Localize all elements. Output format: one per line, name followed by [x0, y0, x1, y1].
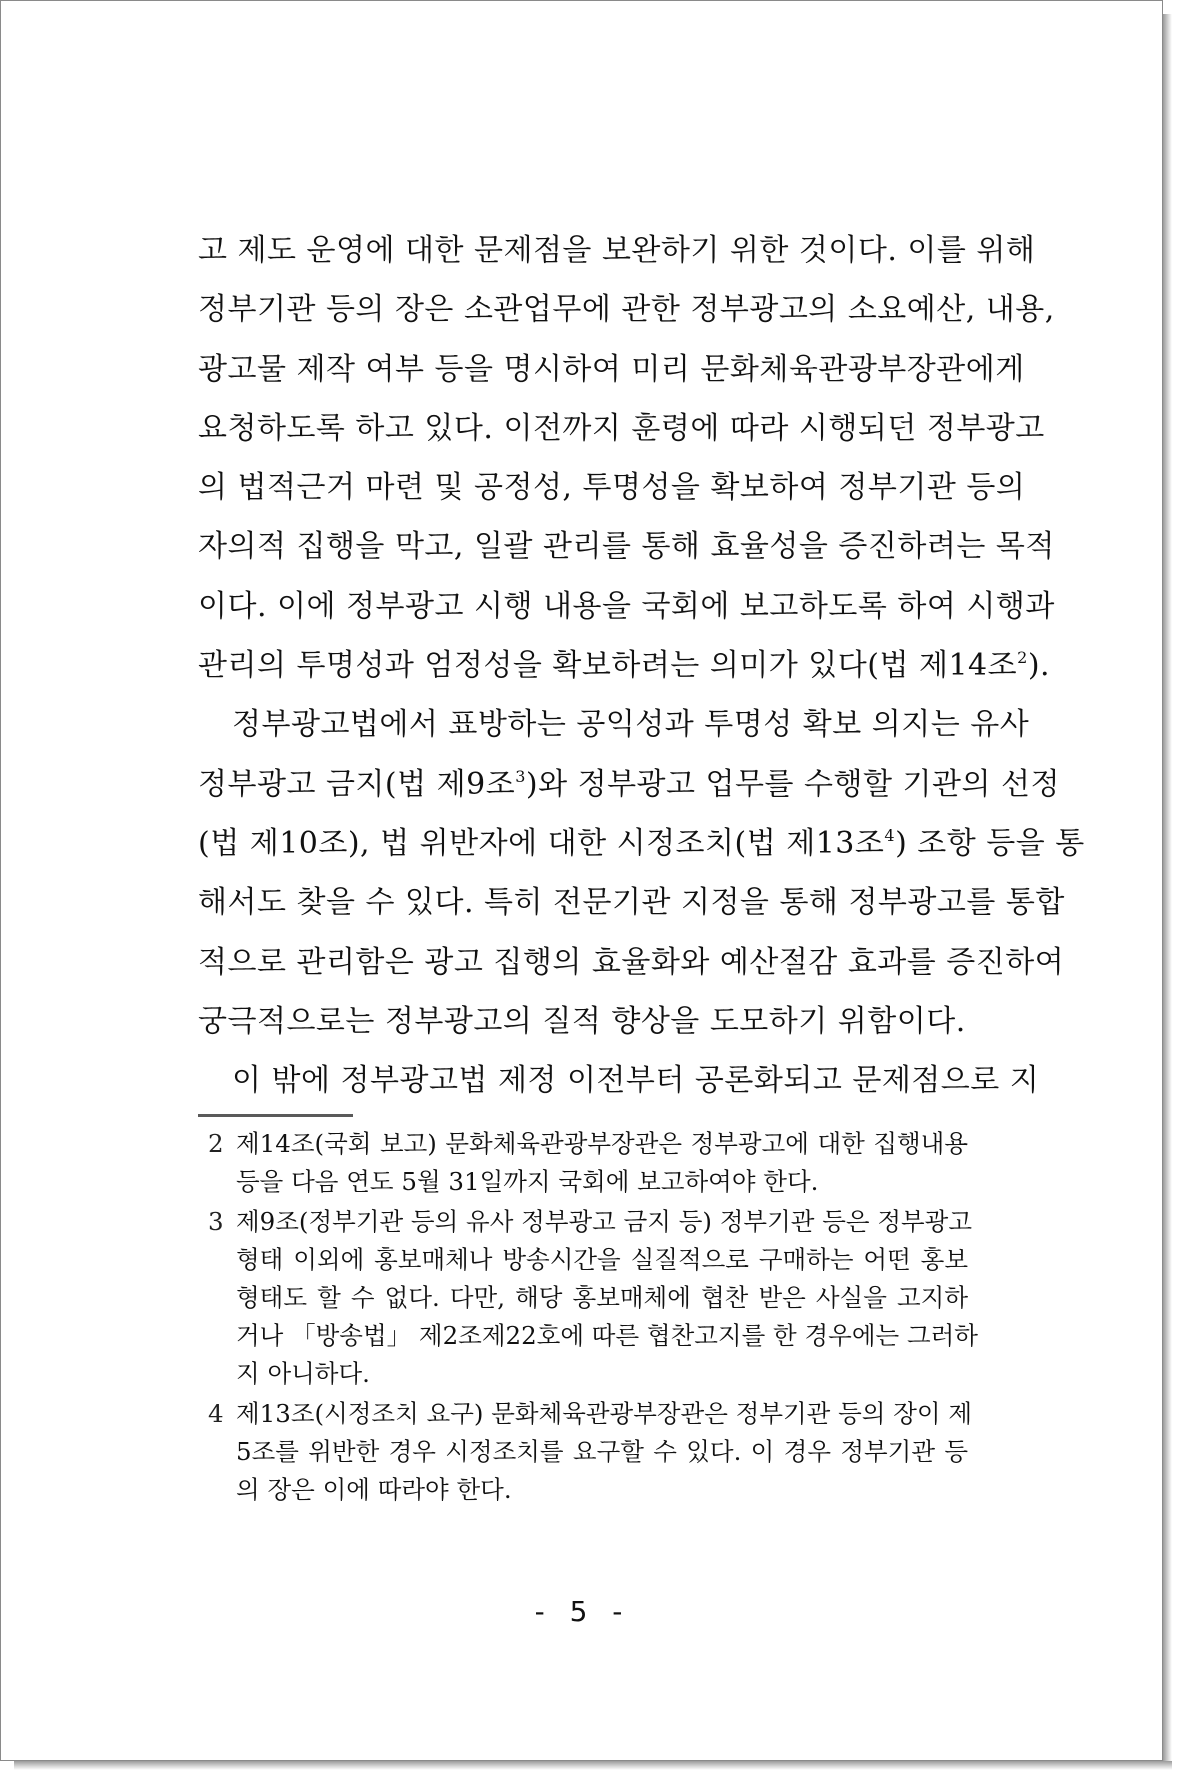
footnote-ref-2: 2	[1017, 648, 1028, 668]
body-line: 의 법적근거 마련 및 공정성, 투명성을 확보하여 정부기관 등의	[198, 470, 1026, 506]
body-line: 광고물 제작 여부 등을 명시하여 미리 문화체육관광부장관에게	[198, 351, 1025, 387]
page-shadow-right	[1163, 14, 1172, 1769]
footnote-line: 5조를 위반한 경우 시정조치를 요구할 수 있다. 이 경우 정부기관 등	[236, 1437, 968, 1466]
footnote-line: 형태도 할 수 없다. 다만, 해당 홍보매체에 협찬 받은 사실을 고지하	[236, 1283, 968, 1312]
paragraph-start-line: 이 밖에 정부광고법 제정 이전부터 공론화되고 문제점으로 지	[232, 1063, 1040, 1099]
footnote-line: 형태 이외에 홍보매체나 방송시간을 실질적으로 구매하는 어떤 홍보	[236, 1245, 968, 1274]
footnote-separator	[198, 1114, 353, 1117]
body-line	[198, 636, 1051, 695]
footnote-line: 지 아니하다.	[236, 1359, 370, 1388]
page-corner-fold	[1146, 1, 1162, 17]
body-text-segment: ) 조항 등을 통	[895, 825, 1085, 861]
footnote-number: 3	[208, 1207, 224, 1236]
body-line: 궁극적으로는 정부광고의 질적 향상을 도모하기 위함이다.	[198, 1003, 966, 1039]
body-text-segment: (법 제10조), 법 위반자에 대한 시정조치(법 제13조	[198, 825, 885, 861]
body-text-segment: 정부광고 금지(법 제9조	[198, 766, 516, 802]
footnote-ref-4: 4	[884, 825, 896, 845]
page-number: - 5 -	[534, 1595, 631, 1628]
footnote-ref-3: 3	[515, 766, 526, 786]
body-line	[198, 814, 1085, 873]
body-text	[198, 221, 1085, 1110]
footnote-2	[208, 1125, 968, 1201]
footnote-line: 제9조(정부기관 등의 유사 정부광고 금지 등) 정부기관 등은 정부광고	[236, 1207, 973, 1236]
footnote-line: 등을 다음 연도 5월 31일까지 국회에 보고하여야 한다.	[236, 1167, 819, 1196]
footnote-line: 제13조(시정조치 요구) 문화체육관광부장관은 정부기관 등의 장이 제	[236, 1399, 973, 1428]
footnote-3	[208, 1203, 978, 1393]
footnote-line: 제14조(국회 보고) 문화체육관광부장관은 정부광고에 대한 집행내용	[236, 1129, 968, 1158]
footnote-number: 2	[208, 1129, 224, 1158]
page-shadow-bottom	[14, 1761, 1172, 1770]
body-line: 이다. 이에 정부광고 시행 내용을 국회에 보고하도록 하여 시행과	[198, 588, 1055, 624]
footnote-line: 의 장은 이에 따라야 한다.	[236, 1475, 512, 1504]
body-line: 해서도 찾을 수 있다. 특히 전문기관 지정을 통해 정부광고를 통합	[198, 885, 1065, 921]
body-text-segment: ).	[1027, 648, 1051, 684]
body-text-segment: 관리의 투명성과 엄정성을 확보하려는 의미가 있다(법 제14조	[198, 648, 1018, 684]
body-text-segment: )와 정부광고 업무를 수행할 기관의 선정	[525, 766, 1060, 802]
body-line: 정부기관 등의 장은 소관업무에 관한 정부광고의 소요예산, 내용,	[198, 292, 1055, 328]
body-line: 적으로 관리함은 광고 집행의 효율화와 예산절감 효과를 증진하여	[198, 944, 1065, 980]
body-line: 요청하도록 하고 있다. 이전까지 훈령에 따라 시행되던 정부광고	[198, 410, 1045, 446]
paragraph-start-line: 정부광고법에서 표방하는 공익성과 투명성 확보 의지는 유사	[232, 707, 1030, 743]
body-line: 자의적 집행을 막고, 일괄 관리를 통해 효율성을 증진하려는 목적	[198, 529, 1055, 565]
footnote-4	[208, 1395, 973, 1509]
footnotes	[208, 1125, 978, 1511]
footnote-number: 4	[208, 1399, 224, 1428]
footnote-line: 거나 「방송법」 제2조제22호에 따른 협찬고지를 한 경우에는 그러하	[236, 1321, 978, 1350]
body-line	[198, 755, 1060, 814]
body-line: 고 제도 운영에 대한 문제점을 보완하기 위한 것이다. 이를 위해	[198, 233, 1036, 268]
